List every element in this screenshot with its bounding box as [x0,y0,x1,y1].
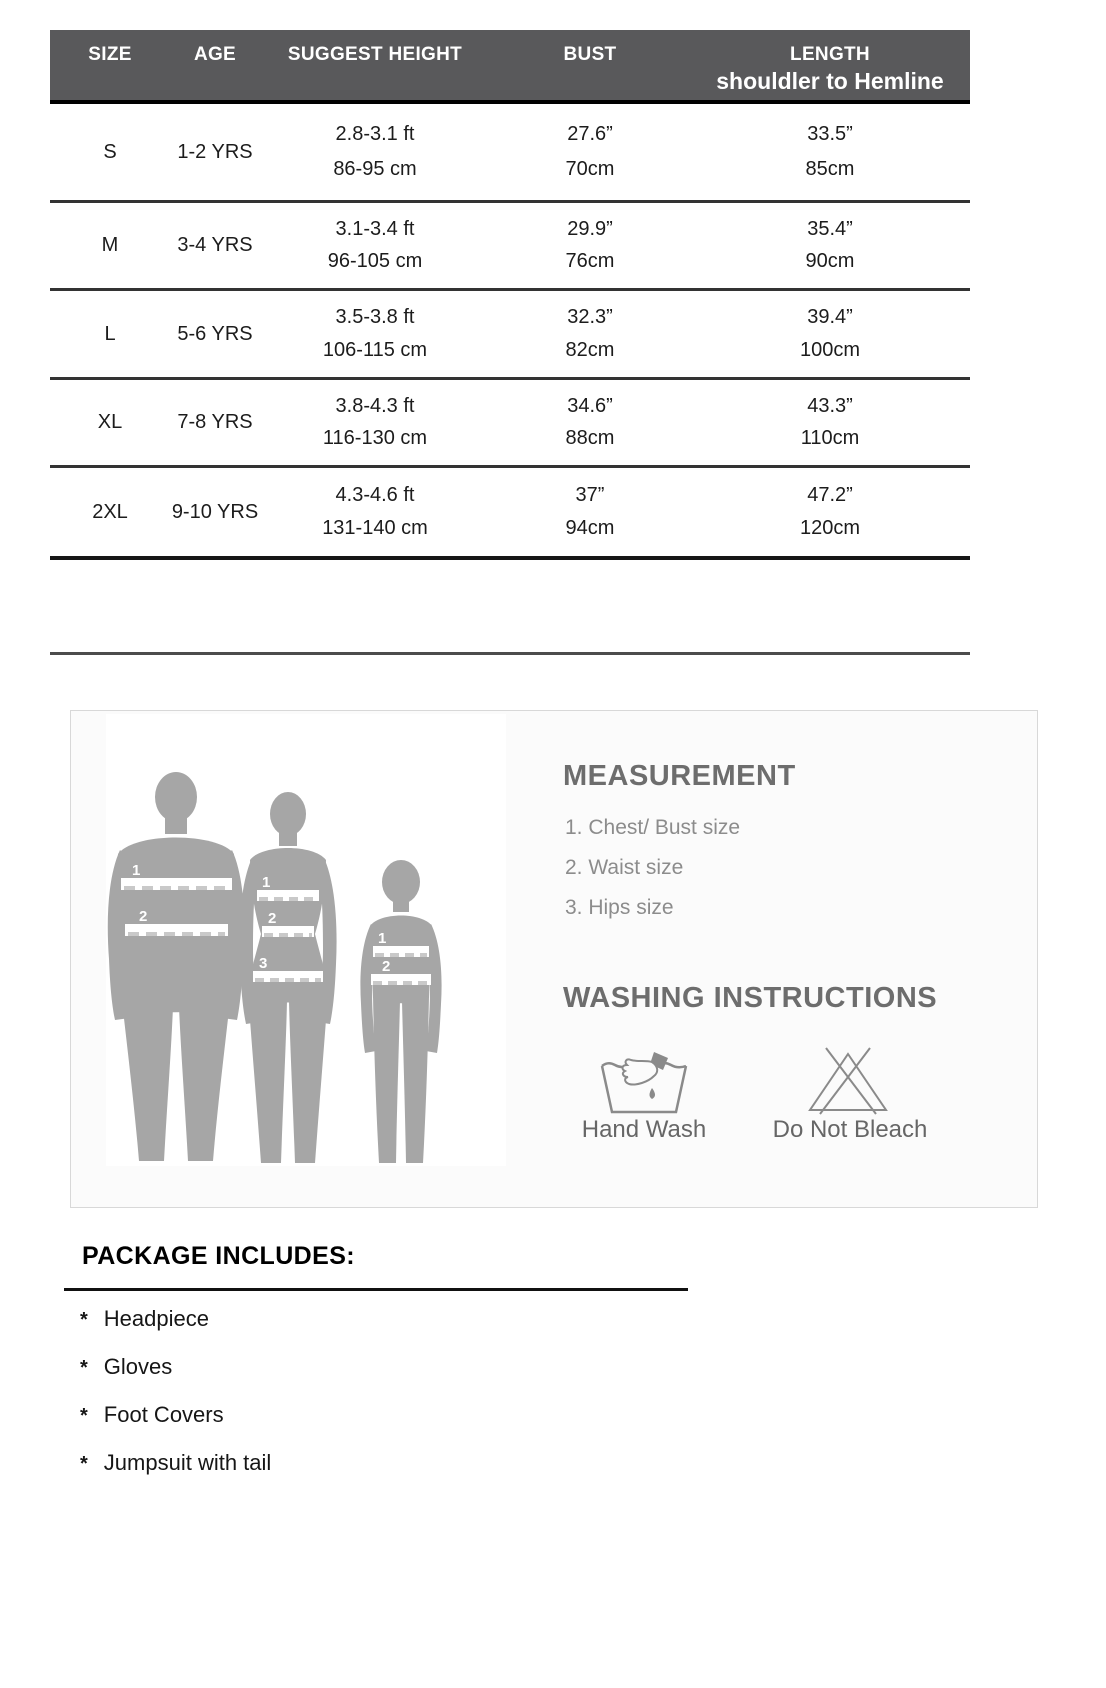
package-title-underline [64,1288,688,1291]
length-cm: 110cm [800,427,860,449]
package-item-label: Foot Covers [103,1402,224,1427]
age-cell [170,104,260,200]
height-cm: 86-95 cm [333,158,417,181]
man-band-label-1: 1 [132,862,141,879]
asterisk-bullet: * [80,1309,88,1331]
age-value: 5-6 YRS [177,322,253,345]
age-value: 7-8 YRS [177,411,253,433]
length-in: 35.4” [807,218,853,240]
length-in: 47.2” [807,484,853,506]
height-ft: 3.8-4.3 ft [335,395,415,417]
measurement-title: MEASUREMENT [563,760,796,792]
header-bust [490,30,690,100]
measurement-item: 3. Hips size [565,896,674,919]
body-measurement-figures-icon [106,714,506,1166]
length-cell [690,104,970,200]
header-age-label: AGE [193,44,237,65]
height-cell [260,468,490,556]
height-cell [260,291,490,377]
do-not-bleach-label: Do Not Bleach [772,1116,928,1143]
child-band-label-2: 2 [382,958,391,975]
asterisk-bullet: * [80,1453,88,1475]
length-cell [690,203,970,288]
package-item-label: Headpiece [103,1306,209,1331]
size-cell [50,104,170,200]
table-row [50,291,970,380]
child-band-label-1: 1 [378,930,387,947]
size-value: XL [97,411,123,433]
woman-band-label-2: 2 [268,910,277,927]
header-age [170,30,260,100]
length-cm: 120cm [799,517,861,539]
package-item [80,1306,271,1354]
package-item [80,1354,271,1402]
size-value: L [104,322,116,345]
man-band-label-2: 2 [139,908,148,925]
do-not-bleach-icon [800,1044,896,1121]
length-cm: 85cm [805,158,855,181]
measurement-item: 2. Waist size [565,856,684,879]
height-cm: 96-105 cm [327,250,423,272]
woman-band-label-1: 1 [262,874,271,891]
length-in: 43.3” [807,395,853,417]
package-list [80,1306,271,1498]
bust-cell [490,104,690,200]
table-header-row [50,30,970,104]
height-cm: 131-140 cm [322,517,428,539]
height-ft: 3.1-3.4 ft [335,218,415,240]
age-cell [170,203,260,288]
package-item-label: Gloves [103,1354,173,1379]
hand-wash-label: Hand Wash [581,1116,707,1143]
height-ft: 4.3-4.6 ft [335,484,415,506]
asterisk-bullet: * [80,1357,88,1379]
asterisk-bullet: * [80,1405,88,1427]
size-cell [50,291,170,377]
height-cm: 116-130 cm [322,427,428,449]
bust-cm: 82cm [565,338,615,361]
package-includes-title: PACKAGE INCLUDES: [82,1242,356,1270]
header-size-label: SIZE [88,44,132,65]
height-cell [260,203,490,288]
height-ft: 2.8-3.1 ft [335,122,415,145]
length-cell [690,468,970,556]
bust-cm: 70cm [565,158,615,181]
bust-in: 34.6” [567,395,613,417]
measurement-list [565,816,740,936]
bust-cell [490,291,690,377]
bust-cell [490,203,690,288]
height-ft: 3.5-3.8 ft [335,306,415,329]
length-cell [690,380,970,465]
header-height-label: SUGGEST HEIGHT [287,44,463,65]
size-value: M [101,234,119,256]
length-in: 39.4” [807,306,853,329]
age-cell [170,380,260,465]
height-cell [260,104,490,200]
size-value: S [103,140,117,163]
header-length-sublabel: shouldler to Hemline [716,68,944,94]
package-item-label: Jumpsuit with tail [103,1450,272,1475]
bust-cm: 88cm [565,427,615,449]
age-cell [170,468,260,556]
height-cm: 106-115 cm [322,338,428,361]
woman-band-label-3: 3 [259,955,268,972]
age-value: 3-4 YRS [177,234,253,256]
table-row [50,380,970,468]
measurement-item: 1. Chest/ Bust size [565,816,741,839]
length-cm: 90cm [805,250,855,272]
header-length-label: LENGTH [790,44,870,65]
length-cm: 100cm [799,338,861,361]
age-value: 9-10 YRS [171,500,259,523]
height-cell [260,380,490,465]
header-length [690,30,970,100]
size-cell [50,468,170,556]
bust-cm: 94cm [565,517,615,539]
table-row [50,468,970,560]
table-row [50,203,970,291]
bust-in: 27.6” [567,122,613,145]
hand-wash-icon [596,1044,692,1121]
age-cell [170,291,260,377]
bust-cell [490,380,690,465]
age-value: 1-2 YRS [177,140,253,163]
header-height [260,30,490,100]
body-figures-panel [106,714,506,1166]
length-cell [690,291,970,377]
header-bust-label: BUST [563,44,617,65]
table-row [50,104,970,203]
size-table [50,30,970,560]
size-value: 2XL [92,500,128,523]
bust-in: 29.9” [567,218,613,240]
size-cell [50,203,170,288]
bust-cell [490,468,690,556]
package-item [80,1450,271,1498]
package-item [80,1402,271,1450]
size-cell [50,380,170,465]
header-size [50,30,170,100]
washing-instructions-title: WASHING INSTRUCTIONS [563,982,938,1014]
bust-in: 32.3” [567,306,613,329]
bust-cm: 76cm [565,250,615,272]
length-in: 33.5” [807,122,853,145]
bust-in: 37” [575,484,605,506]
section-divider [50,652,970,655]
